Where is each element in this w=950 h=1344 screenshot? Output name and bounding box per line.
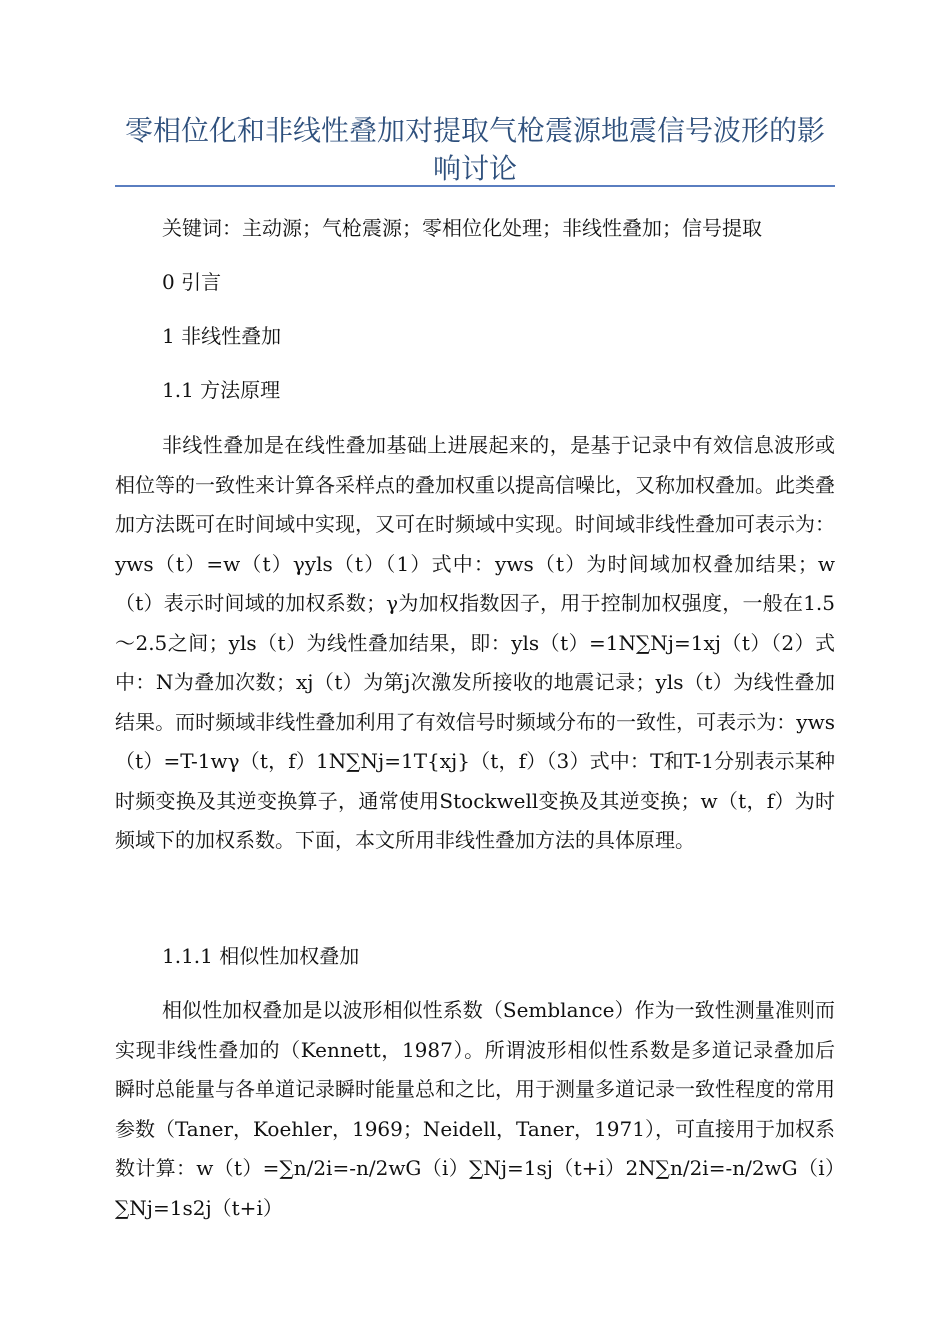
paragraph-semblance: 相似性加权叠加是以波形相似性系数（Semblance）作为一致性测量准则而实现非线性叠加的（Kennett，1987）。所谓波形相似性系数是多道记录叠加后瞬时总能量与各单道记录瞬时能量总和之比，用于测量多道记录一致性程度的常用参数（Taner，Koehler，1969；Neidell，Taner，1971），可直接用于加权系数计算：w（t）=∑n/2i=-n/2wG（i）∑Nj=1sj（t+i）2N∑n/2i=-n/2wG（i）∑Nj=1s2j（t+i） bbox=[115, 998, 835, 1220]
section-heading-intro: 0 引言 bbox=[162, 270, 222, 294]
paragraph-method-principle: 非线性叠加是在线性叠加基础上进展起来的，是基于记录中有效信息波形或相位等的一致性来计算各采样点的叠加权重以提高信噪比，又称加权叠加。此类叠加方法既可在时间域中实现，又可在时频域中实现。时间域非线性叠加可表示为：yws（t）=w（t）γyls（t）（1）式中：yws（t）为时间域加权叠加结果；w（t）表示时间域的加权系数；γ为加权指数因子，用于控制加权强度，一般在1.5～2.5之间；yls（t）为线性叠加结果，即：yls（t）=1N∑Nj=1xj（t）（2）式中：N为叠加次数；xj（t）为第j次激发所接收的地震记录；yls（t）为线性叠加结果。而时频域非线性叠加利用了有效信号时频域分布的一致性，可表示为：yws（t）=T-1wγ（t，f）1N∑Nj=1T{xj}（t，f）（3）式中：T和T-1分别表示某种时频变换及其逆变换算子，通常使用Stockwell变换及其逆变换；w（t，f）为时频域下的加权系数。下面，本文所用非线性叠加方法的具体原理。 bbox=[115, 433, 835, 852]
keywords-line: 关键词：主动源；气枪震源；零相位化处理；非线性叠加；信号提取 bbox=[162, 216, 762, 240]
subsection-heading-semblance: 1.1.1 相似性加权叠加 bbox=[162, 944, 360, 968]
subsection-heading-method: 1.1 方法原理 bbox=[162, 378, 281, 402]
document-title: 零相位化和非线性叠加对提取气枪震源地震信号波形的影响讨论 bbox=[124, 114, 825, 185]
section-heading-nonlinear-stacking: 1 非线性叠加 bbox=[162, 324, 282, 348]
title-underline bbox=[115, 185, 835, 187]
